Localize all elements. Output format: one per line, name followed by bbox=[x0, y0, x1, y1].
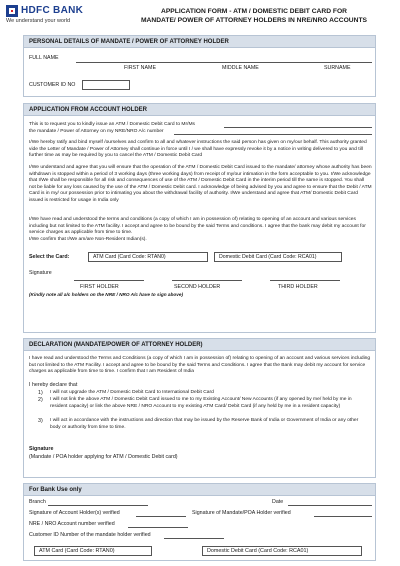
declaration-item: I will act in accordance with the instructions and direction that may be issued by the Reserve Bank of India or Government of India or any other body or authority from time to time. bbox=[50, 418, 359, 430]
select-card-label: Select the Card: bbox=[29, 254, 70, 260]
account-number-field[interactable] bbox=[174, 134, 372, 135]
declaration-section bbox=[23, 338, 376, 478]
third-holder-signature[interactable] bbox=[270, 280, 340, 281]
customer-id-verified-field[interactable] bbox=[164, 538, 224, 539]
nri-confirm-text: I/We confirm that I/We am/are Non-Resident Indian(s). bbox=[29, 237, 147, 242]
full-name-field[interactable] bbox=[76, 62, 372, 63]
third-holder-label: THIRD HOLDER bbox=[278, 284, 318, 290]
bank-use-section bbox=[23, 483, 376, 561]
declaration-item-num: 2) bbox=[38, 397, 43, 403]
hereby-declare-text: I hereby declare that bbox=[29, 382, 78, 388]
first-holder-signature[interactable] bbox=[74, 280, 144, 281]
section-header: For Bank Use only bbox=[24, 484, 375, 496]
mandate-verified-label: Signature of Mandate/POA Holder verified bbox=[192, 510, 291, 516]
request-text: This is to request you to kindly issue an ATM / Domestic Debit Card to Mr/Ms bbox=[29, 122, 195, 127]
date-field[interactable] bbox=[288, 505, 372, 506]
signature-note: (Kindly note all a/c holders on the NRE / NRO A/c have to sign above) bbox=[29, 292, 184, 297]
form-title bbox=[115, 8, 393, 25]
branch-field[interactable] bbox=[48, 505, 148, 506]
section-header: APPLICATION FROM ACCOUNT HOLDER bbox=[24, 104, 375, 116]
bank-tagline: We understand your world bbox=[6, 18, 71, 24]
hdfc-logo bbox=[6, 4, 110, 24]
second-holder-label: SECOND HOLDER bbox=[174, 284, 221, 290]
declaration-item: I will not upgrade the ATM / Domestic Debit Card to International Debit Card bbox=[50, 390, 214, 395]
first-name-label: FIRST NAME bbox=[124, 65, 156, 71]
form-title-line1: APPLICATION FORM - ATM / DOMESTIC DEBIT CARD FOR bbox=[161, 8, 347, 15]
terms-paragraph: I/We have read and understood the terms and conditions (a copy of which I am in possession of) relating to opening of an account and various services including but not limited to the ATM facility. I accept and agree to be bound by the said Terms and conditions. I agree that the bank may debit my account for service charges as applicable from time to time. bbox=[29, 217, 366, 236]
surname-label: SURNAME bbox=[324, 65, 351, 71]
account-holder-verified-label: Signature of Account Holder(s) verified bbox=[29, 510, 120, 516]
section-header: DECLARATION (MANDATE/POWER OF ATTORNEY HOLDER) bbox=[24, 339, 375, 351]
personal-details-section bbox=[23, 35, 376, 97]
declaration-item-num: 3) bbox=[38, 418, 43, 424]
customer-id-label: CUSTOMER ID NO bbox=[29, 82, 76, 88]
declaration-item-num: 1) bbox=[38, 390, 43, 396]
debit-card-option[interactable]: Domestic Debit Card (Card Code: RCA01) bbox=[214, 252, 342, 262]
customer-id-field[interactable] bbox=[82, 80, 130, 90]
declaration-signature-note: (Mandate / POA holder applying for ATM / Domestic Debit card) bbox=[29, 454, 178, 460]
full-name-label: FULL NAME bbox=[29, 55, 59, 61]
first-holder-label: FIRST HOLDER bbox=[80, 284, 119, 290]
account-number-verified-label: NRE / NRO Account number verified bbox=[29, 521, 115, 527]
understand-paragraph: I/We understand and agree that you will ensure that the operation of the ATM / Domestic Debit Card issued to the mandate/ attorney whose authority has been withdrawn is stopped within a period of 3 working days (three working days) from receipt of my/our intimation in the form acceptable to you. I/We acknowledge that I/We shall be responsible for all risk and consequences of use of the ATM / Domestic Debit Card in the interim period till the same is stopped. You shall not be liable for any loss caused by the use of the ATM / Domestic Debit card. I acknowledge of being advised by you and agree to ensure that the Debit / ATM Card is in my/ our possession prior to intimating you about the withdrawal facility of authority. I/We understand and agree that ATM/ Domestic Debit Card issued is restricted for usage in India only bbox=[29, 165, 372, 203]
middle-name-label: MIDDLE NAME bbox=[222, 65, 259, 71]
application-section bbox=[23, 103, 376, 333]
mandate-holder-name-field[interactable] bbox=[224, 127, 372, 128]
atm-card-option[interactable]: ATM Card (Card Code: RTAN0) bbox=[88, 252, 208, 262]
mandate-verified-field[interactable] bbox=[314, 516, 372, 517]
account-number-verified-field[interactable] bbox=[128, 527, 188, 528]
bank-debit-card-option[interactable]: Domestic Debit Card (Card Code: RCA01) bbox=[202, 546, 362, 556]
second-holder-signature[interactable] bbox=[172, 280, 242, 281]
form-title-line2: MANDATE/ POWER OF ATTORNEY HOLDERS IN NRE/NRO ACCOUNTS bbox=[140, 16, 367, 24]
account-number-text: the mandate / Power of Attorney on my NRE/NRO A/c number bbox=[29, 129, 164, 134]
declaration-signature-label: Signature bbox=[29, 446, 54, 452]
bank-name: HDFC BANK bbox=[21, 5, 84, 16]
signature-label: Signature bbox=[29, 270, 52, 276]
branch-label: Branch bbox=[29, 499, 46, 505]
declaration-item: I will not link the above ATM / Domestic Debit Card issued to me to my Existing Account/ New Accounts (if any opened by me/ held by me in resident capacity) or link the above NRE / NRO Account to my existing ATM Card/ Debit Card (if any held by me in a resident capacity) bbox=[50, 397, 352, 409]
date-label: Date bbox=[272, 499, 284, 505]
bank-atm-card-option[interactable]: ATM Card (Card Code: RTAN0) bbox=[34, 546, 152, 556]
hdfc-logo-icon bbox=[6, 5, 18, 17]
account-holder-verified-field[interactable] bbox=[136, 516, 186, 517]
section-header: PERSONAL DETAILS OF MANDATE / POWER OF ATTORNEY HOLDER bbox=[24, 36, 375, 48]
customer-id-verified-label: Customer ID Number of the mandate holder verified bbox=[29, 532, 151, 538]
ratify-paragraph: I/We hereby ratify and bind myself /ourselves and confirm to all and whatever instructions the said person has given on my/our behalf. This authority granted vide the Letter of Mandate / Power of Attorney shall continue in force until I / we shall have expressly revoke it by a notice in writing delivered to you and till further time as may be required by you to cancel the ATM / Domestic Debit Card bbox=[29, 140, 367, 159]
declaration-paragraph: I have read and understood the Terms and Conditions (a copy of which I am in possession of) relating to opening of an account and various services including but not limited to the ATM Facility. I accept and agree to be bound by the said Terms and Conditions. I agree that the Bank may debit my account for service charges as applicable from time to time. I confirm that I am Resident of India bbox=[29, 356, 371, 375]
